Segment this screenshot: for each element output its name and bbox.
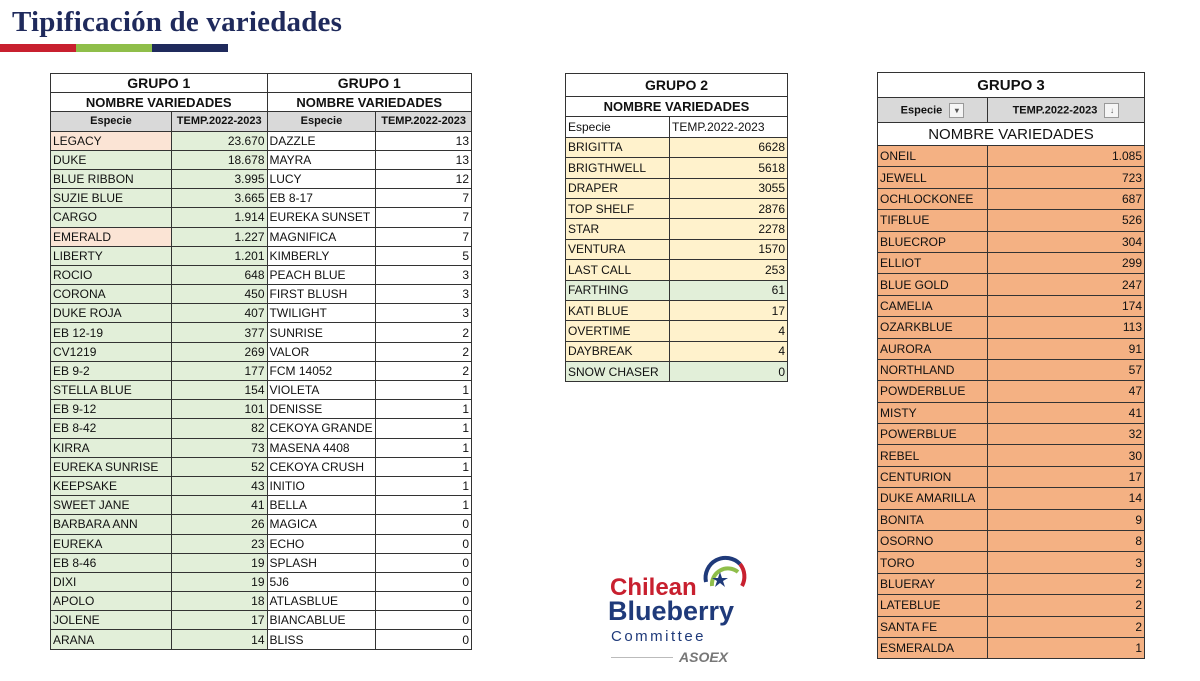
variety-name: TIFBLUE bbox=[878, 210, 988, 231]
variety-value: 154 bbox=[171, 381, 267, 400]
variety-name: OZARKBLUE bbox=[878, 317, 988, 338]
variety-name: SUNRISE bbox=[267, 323, 376, 342]
variety-name: MAGNIFICA bbox=[267, 227, 376, 246]
variety-name: KIMBERLY bbox=[267, 246, 376, 265]
variety-value: 0 bbox=[376, 572, 472, 591]
variety-value: 6628 bbox=[670, 137, 788, 157]
variety-value: 1 bbox=[376, 476, 472, 495]
variety-name: KIRRA bbox=[51, 438, 172, 457]
table-row bbox=[878, 317, 1145, 338]
table-row bbox=[566, 137, 788, 157]
variety-value: 14 bbox=[171, 630, 267, 649]
table-row bbox=[878, 595, 1145, 616]
grupo3-table bbox=[877, 72, 1145, 659]
variety-name: LIBERTY bbox=[51, 246, 172, 265]
variety-name: ONEIL bbox=[878, 146, 988, 167]
logo-text-blueberry: Blueberry bbox=[608, 596, 735, 626]
variety-name: POWDERBLUE bbox=[878, 381, 988, 402]
variety-value: 0 bbox=[670, 362, 788, 382]
variety-value: 377 bbox=[171, 323, 267, 342]
table-row bbox=[51, 419, 472, 438]
grupo1-table bbox=[50, 73, 472, 650]
variety-value: 648 bbox=[171, 265, 267, 284]
table-row bbox=[878, 381, 1145, 402]
variety-name: EUREKA SUNSET bbox=[267, 208, 376, 227]
table-row bbox=[51, 342, 472, 361]
variety-name: AURORA bbox=[878, 338, 988, 359]
table-row bbox=[51, 208, 472, 227]
table-row bbox=[878, 509, 1145, 530]
table-row bbox=[878, 252, 1145, 273]
table-row bbox=[878, 338, 1145, 359]
variety-value: 73 bbox=[171, 438, 267, 457]
table-row bbox=[878, 466, 1145, 487]
variety-name: DUKE bbox=[51, 150, 172, 169]
variety-name: TOP SHELF bbox=[566, 198, 670, 218]
table-row bbox=[51, 189, 472, 208]
variety-value: 0 bbox=[376, 534, 472, 553]
title-underline bbox=[0, 44, 228, 52]
variety-value: 247 bbox=[988, 274, 1145, 295]
variety-value: 13 bbox=[376, 131, 472, 150]
table-row bbox=[878, 402, 1145, 423]
table-row bbox=[566, 239, 788, 259]
variety-value: 450 bbox=[171, 285, 267, 304]
variety-value: 43 bbox=[171, 476, 267, 495]
variety-value: 1 bbox=[376, 381, 472, 400]
variety-value: 26 bbox=[171, 515, 267, 534]
table-row bbox=[51, 381, 472, 400]
table-row bbox=[878, 295, 1145, 316]
variety-name: KEEPSAKE bbox=[51, 476, 172, 495]
asoex-logo: ASOEX bbox=[679, 649, 729, 665]
variety-name: CV1219 bbox=[51, 342, 172, 361]
table-row bbox=[566, 260, 788, 280]
variety-value: 12 bbox=[376, 169, 472, 188]
grupo2-label: GRUPO 2 bbox=[566, 74, 788, 97]
table-row bbox=[878, 167, 1145, 188]
variety-value: 1 bbox=[376, 400, 472, 419]
variety-value: 2278 bbox=[670, 219, 788, 239]
table-row bbox=[51, 534, 472, 553]
table-row bbox=[566, 341, 788, 361]
table-row bbox=[878, 488, 1145, 509]
variety-value: 7 bbox=[376, 208, 472, 227]
variety-name: BLISS bbox=[267, 630, 376, 649]
grupo3-label: GRUPO 3 bbox=[878, 73, 1145, 98]
table-row bbox=[51, 227, 472, 246]
variety-value: 23 bbox=[171, 534, 267, 553]
column-header-especie-label: Especie bbox=[900, 103, 943, 116]
variety-value: 2 bbox=[988, 595, 1145, 616]
variety-name: VIOLETA bbox=[267, 381, 376, 400]
variety-value: 1 bbox=[376, 419, 472, 438]
variety-name: CORONA bbox=[51, 285, 172, 304]
grupo2-subtitle: NOMBRE VARIEDADES bbox=[566, 97, 788, 117]
table-row bbox=[51, 246, 472, 265]
table-row bbox=[51, 323, 472, 342]
variety-value: 3055 bbox=[670, 178, 788, 198]
variety-name: DRAPER bbox=[566, 178, 670, 198]
variety-name: EUREKA bbox=[51, 534, 172, 553]
table-row bbox=[51, 476, 472, 495]
variety-name: DENISSE bbox=[267, 400, 376, 419]
variety-value: 2 bbox=[376, 361, 472, 380]
variety-name: ECHO bbox=[267, 534, 376, 553]
variety-name: JOLENE bbox=[51, 611, 172, 630]
variety-name: ROCIO bbox=[51, 265, 172, 284]
variety-value: 19 bbox=[171, 553, 267, 572]
variety-value: 253 bbox=[670, 260, 788, 280]
variety-value: 1 bbox=[376, 496, 472, 515]
table-row bbox=[878, 531, 1145, 552]
variety-name: STAR bbox=[566, 219, 670, 239]
variety-value: 2 bbox=[988, 573, 1145, 594]
variety-value: 1.227 bbox=[171, 227, 267, 246]
variety-value: 3 bbox=[988, 552, 1145, 573]
variety-name: DUKE AMARILLA bbox=[878, 488, 988, 509]
variety-name: INITIO bbox=[267, 476, 376, 495]
logo-text-committee: Committee bbox=[611, 628, 707, 645]
variety-name: BLUE RIBBON bbox=[51, 169, 172, 188]
table-row bbox=[51, 265, 472, 284]
table-row bbox=[566, 280, 788, 300]
variety-value: 82 bbox=[171, 419, 267, 438]
column-header-especie: Especie bbox=[267, 112, 376, 131]
variety-name: MISTY bbox=[878, 402, 988, 423]
table-row bbox=[51, 553, 472, 572]
variety-value: 3.995 bbox=[171, 169, 267, 188]
variety-name: EB 8-46 bbox=[51, 553, 172, 572]
variety-value: 687 bbox=[988, 188, 1145, 209]
variety-name: EMERALD bbox=[51, 227, 172, 246]
variety-value: 0 bbox=[376, 515, 472, 534]
variety-value: 407 bbox=[171, 304, 267, 323]
grupo3-subtitle: NOMBRE VARIEDADES bbox=[878, 123, 1145, 146]
variety-name: DIXI bbox=[51, 572, 172, 591]
variety-name: MAGICA bbox=[267, 515, 376, 534]
grupo2-table bbox=[565, 73, 788, 382]
variety-value: 9 bbox=[988, 509, 1145, 530]
variety-name: NORTHLAND bbox=[878, 359, 988, 380]
grupo1-left-label: GRUPO 1 bbox=[51, 74, 268, 93]
variety-value: 4 bbox=[670, 341, 788, 361]
variety-name: EB 8-42 bbox=[51, 419, 172, 438]
variety-value: 5 bbox=[376, 246, 472, 265]
table-row bbox=[878, 359, 1145, 380]
variety-value: 174 bbox=[988, 295, 1145, 316]
table-row bbox=[566, 219, 788, 239]
variety-value: 91 bbox=[988, 338, 1145, 359]
variety-name: SUZIE BLUE bbox=[51, 189, 172, 208]
table-row bbox=[878, 616, 1145, 637]
variety-value: 2 bbox=[376, 323, 472, 342]
table-row bbox=[566, 362, 788, 382]
variety-value: 18 bbox=[171, 592, 267, 611]
variety-name: CEKOYA GRANDE bbox=[267, 419, 376, 438]
variety-name: EB 12-19 bbox=[51, 323, 172, 342]
variety-name: BRIGITTA bbox=[566, 137, 670, 157]
table-row bbox=[51, 400, 472, 419]
variety-name: LUCY bbox=[267, 169, 376, 188]
variety-value: 17 bbox=[988, 466, 1145, 487]
variety-name: PEACH BLUE bbox=[267, 265, 376, 284]
table-row bbox=[51, 438, 472, 457]
variety-name: LATEBLUE bbox=[878, 595, 988, 616]
variety-value: 1.914 bbox=[171, 208, 267, 227]
variety-name: EB 8-17 bbox=[267, 189, 376, 208]
variety-value: 723 bbox=[988, 167, 1145, 188]
variety-name: SANTA FE bbox=[878, 616, 988, 637]
variety-value: 0 bbox=[376, 553, 472, 572]
variety-name: LEGACY bbox=[51, 131, 172, 150]
column-header-especie: Especie bbox=[51, 112, 172, 131]
variety-name: TWILIGHT bbox=[267, 304, 376, 323]
variety-name: FCM 14052 bbox=[267, 361, 376, 380]
column-header-temp: TEMP.2022-2023 bbox=[171, 112, 267, 131]
variety-value: 1570 bbox=[670, 239, 788, 259]
table-row bbox=[878, 210, 1145, 231]
variety-value: 5618 bbox=[670, 158, 788, 178]
variety-name: ELLIOT bbox=[878, 252, 988, 273]
variety-name: DUKE ROJA bbox=[51, 304, 172, 323]
variety-name: STELLA BLUE bbox=[51, 381, 172, 400]
variety-value: 2 bbox=[988, 616, 1145, 637]
variety-value: 304 bbox=[988, 231, 1145, 252]
table-row bbox=[878, 188, 1145, 209]
variety-name: CAMELIA bbox=[878, 295, 988, 316]
variety-value: 30 bbox=[988, 445, 1145, 466]
variety-value: 1 bbox=[988, 637, 1145, 658]
column-header-temp: TEMP.2022-2023 bbox=[376, 112, 472, 131]
variety-name: OCHLOCKONEE bbox=[878, 188, 988, 209]
variety-name: CEKOYA CRUSH bbox=[267, 457, 376, 476]
variety-name: BELLA bbox=[267, 496, 376, 515]
variety-name: LAST CALL bbox=[566, 260, 670, 280]
variety-value: 19 bbox=[171, 572, 267, 591]
variety-value: 177 bbox=[171, 361, 267, 380]
variety-value: 299 bbox=[988, 252, 1145, 273]
variety-name: BLUERAY bbox=[878, 573, 988, 594]
variety-value: 1.085 bbox=[988, 146, 1145, 167]
variety-value: 32 bbox=[988, 424, 1145, 445]
variety-name: OVERTIME bbox=[566, 321, 670, 341]
variety-value: 61 bbox=[670, 280, 788, 300]
variety-name: JEWELL bbox=[878, 167, 988, 188]
variety-name: FARTHING bbox=[566, 280, 670, 300]
variety-name: VENTURA bbox=[566, 239, 670, 259]
variety-value: 0 bbox=[376, 592, 472, 611]
table-row bbox=[51, 131, 472, 150]
variety-name: REBEL bbox=[878, 445, 988, 466]
variety-value: 3 bbox=[376, 285, 472, 304]
variety-name: MASENA 4408 bbox=[267, 438, 376, 457]
variety-value: 2 bbox=[376, 342, 472, 361]
table-row bbox=[566, 321, 788, 341]
variety-name: MAYRA bbox=[267, 150, 376, 169]
logo-text-chilean: Chilean bbox=[610, 574, 697, 601]
variety-value: 101 bbox=[171, 400, 267, 419]
page-title: Tipificación de variedades bbox=[12, 6, 343, 38]
table-row bbox=[566, 198, 788, 218]
table-row bbox=[51, 285, 472, 304]
variety-value: 3 bbox=[376, 265, 472, 284]
variety-name: 5J6 bbox=[267, 572, 376, 591]
variety-value: 113 bbox=[988, 317, 1145, 338]
variety-value: 57 bbox=[988, 359, 1145, 380]
column-header-temp-label: TEMP.2022-2023 bbox=[1012, 103, 1098, 116]
table-row bbox=[51, 150, 472, 169]
variety-value: 2876 bbox=[670, 198, 788, 218]
variety-name: DAZZLE bbox=[267, 131, 376, 150]
variety-value: 14 bbox=[988, 488, 1145, 509]
variety-name: POWERBLUE bbox=[878, 424, 988, 445]
table-row bbox=[878, 424, 1145, 445]
table-row bbox=[51, 572, 472, 591]
table-row bbox=[51, 592, 472, 611]
variety-value: 3 bbox=[376, 304, 472, 323]
grupo1-right-subtitle: NOMBRE VARIEDADES bbox=[267, 93, 471, 112]
variety-value: 7 bbox=[376, 189, 472, 208]
variety-name: SNOW CHASER bbox=[566, 362, 670, 382]
variety-name: BARBARA ANN bbox=[51, 515, 172, 534]
table-row bbox=[878, 552, 1145, 573]
variety-name: FIRST BLUSH bbox=[267, 285, 376, 304]
column-header-temp: TEMP.2022-2023 bbox=[670, 117, 788, 137]
table-row bbox=[878, 146, 1145, 167]
table-row bbox=[51, 611, 472, 630]
table-row bbox=[51, 496, 472, 515]
table-row bbox=[51, 361, 472, 380]
column-header-temp bbox=[988, 98, 1145, 123]
variety-value: 13 bbox=[376, 150, 472, 169]
variety-value: 0 bbox=[376, 630, 472, 649]
column-header-especie bbox=[878, 98, 988, 123]
variety-name: BRIGTHWELL bbox=[566, 158, 670, 178]
variety-name: KATI BLUE bbox=[566, 300, 670, 320]
variety-name: TORO bbox=[878, 552, 988, 573]
table-row bbox=[878, 445, 1145, 466]
variety-name: CENTURION bbox=[878, 466, 988, 487]
table-row bbox=[51, 457, 472, 476]
variety-name: EB 9-12 bbox=[51, 400, 172, 419]
variety-name: ATLASBLUE bbox=[267, 592, 376, 611]
variety-value: 41 bbox=[171, 496, 267, 515]
variety-value: 8 bbox=[988, 531, 1145, 552]
variety-name: ESMERALDA bbox=[878, 637, 988, 658]
variety-name: BLUE GOLD bbox=[878, 274, 988, 295]
variety-value: 47 bbox=[988, 381, 1145, 402]
variety-value: 269 bbox=[171, 342, 267, 361]
variety-name: BLUECROP bbox=[878, 231, 988, 252]
table-row bbox=[878, 637, 1145, 658]
variety-value: 4 bbox=[670, 321, 788, 341]
logo-swirl-icon bbox=[700, 552, 748, 600]
variety-name: EUREKA SUNRISE bbox=[51, 457, 172, 476]
variety-value: 17 bbox=[670, 300, 788, 320]
sort-filter-icon[interactable]: ↓ bbox=[1104, 103, 1119, 118]
table-row bbox=[566, 300, 788, 320]
variety-value: 23.670 bbox=[171, 131, 267, 150]
table-row bbox=[51, 630, 472, 649]
logo-divider bbox=[611, 657, 673, 658]
filter-dropdown-icon[interactable]: ▾ bbox=[949, 103, 964, 118]
grupo1-left-subtitle: NOMBRE VARIEDADES bbox=[51, 93, 268, 112]
variety-name: CARGO bbox=[51, 208, 172, 227]
variety-value: 1 bbox=[376, 457, 472, 476]
variety-value: 7 bbox=[376, 227, 472, 246]
table-row bbox=[51, 304, 472, 323]
variety-name: APOLO bbox=[51, 592, 172, 611]
variety-value: 1 bbox=[376, 438, 472, 457]
variety-name: DAYBREAK bbox=[566, 341, 670, 361]
variety-name: VALOR bbox=[267, 342, 376, 361]
table-row bbox=[878, 274, 1145, 295]
grupo1-right-label: GRUPO 1 bbox=[267, 74, 471, 93]
variety-name: BONITA bbox=[878, 509, 988, 530]
table-row bbox=[566, 158, 788, 178]
variety-name: EB 9-2 bbox=[51, 361, 172, 380]
variety-value: 0 bbox=[376, 611, 472, 630]
variety-value: 3.665 bbox=[171, 189, 267, 208]
variety-value: 18.678 bbox=[171, 150, 267, 169]
variety-value: 41 bbox=[988, 402, 1145, 423]
variety-value: 526 bbox=[988, 210, 1145, 231]
table-row bbox=[51, 169, 472, 188]
table-row bbox=[878, 573, 1145, 594]
variety-name: OSORNO bbox=[878, 531, 988, 552]
variety-value: 52 bbox=[171, 457, 267, 476]
variety-value: 1.201 bbox=[171, 246, 267, 265]
variety-name: BIANCABLUE bbox=[267, 611, 376, 630]
variety-name: SPLASH bbox=[267, 553, 376, 572]
column-header-especie: Especie bbox=[566, 117, 670, 137]
variety-value: 17 bbox=[171, 611, 267, 630]
table-row bbox=[51, 515, 472, 534]
variety-name: SWEET JANE bbox=[51, 496, 172, 515]
variety-name: ARANA bbox=[51, 630, 172, 649]
table-row bbox=[566, 178, 788, 198]
chilean-blueberry-committee-logo bbox=[605, 552, 755, 672]
table-row bbox=[878, 231, 1145, 252]
